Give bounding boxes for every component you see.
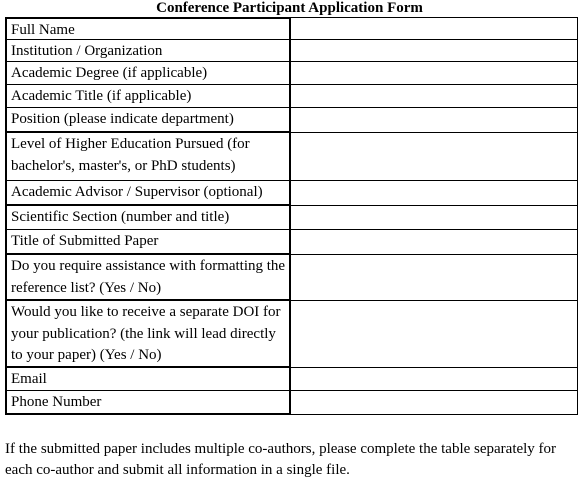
- input-academic-advisor[interactable]: [291, 181, 578, 206]
- label-email: Email: [5, 368, 291, 391]
- input-separate-doi[interactable]: [291, 301, 578, 368]
- input-academic-degree[interactable]: [291, 62, 578, 85]
- label-academic-degree: Academic Degree (if applicable): [5, 62, 291, 85]
- form-row-paper-title: [5, 230, 578, 255]
- label-full-name: Full Name: [5, 17, 291, 40]
- co-author-note: If the submitted paper includes multiple co-authors, please complete the table separately for each co-author and submit all information in a single file.: [5, 441, 557, 478]
- form-row-academic-title: [5, 85, 578, 108]
- form-title: Conference Participant Application Form: [156, 0, 423, 16]
- form-row-position: [5, 108, 578, 133]
- label-scientific-section: Scientific Section (number and title): [5, 206, 291, 230]
- input-phone[interactable]: [291, 391, 578, 415]
- input-paper-title[interactable]: [291, 230, 578, 255]
- form-row-separate-doi: [5, 301, 578, 368]
- label-academic-title: Academic Title (if applicable): [5, 85, 291, 108]
- form-row-academic-advisor: [5, 181, 578, 206]
- input-institution[interactable]: [291, 40, 578, 62]
- label-academic-advisor: Academic Advisor / Supervisor (optional): [5, 181, 291, 206]
- form-row-phone: [5, 391, 578, 415]
- form-row-scientific-section: [5, 206, 578, 230]
- label-institution: Institution / Organization: [5, 40, 291, 62]
- input-email[interactable]: [291, 368, 578, 391]
- input-scientific-section[interactable]: [291, 206, 578, 230]
- label-phone: Phone Number: [5, 391, 291, 415]
- form-row-reference-assistance: [5, 255, 578, 301]
- label-separate-doi: Would you like to receive a separate DOI for your publication? (the link will lead directly to your paper) (Yes / No): [5, 301, 291, 368]
- input-education-level[interactable]: [291, 133, 578, 181]
- label-education-level: Level of Higher Education Pursued (for bachelor's, master's, or PhD students): [5, 133, 291, 181]
- input-academic-title[interactable]: [291, 85, 578, 108]
- label-paper-title: Title of Submitted Paper: [5, 230, 291, 255]
- form-row-education-level: [5, 133, 578, 181]
- label-position: Position (please indicate department): [5, 108, 291, 133]
- form-row-full-name: [5, 17, 578, 40]
- form-row-email: [5, 368, 578, 391]
- form-row-institution: [5, 40, 578, 62]
- input-reference-assistance[interactable]: [291, 255, 578, 301]
- application-form-table: [5, 17, 578, 415]
- input-position[interactable]: [291, 108, 578, 133]
- input-full-name[interactable]: [291, 17, 578, 40]
- label-reference-assistance: Do you require assistance with formatting the reference list? (Yes / No): [5, 255, 291, 301]
- form-row-academic-degree: [5, 62, 578, 85]
